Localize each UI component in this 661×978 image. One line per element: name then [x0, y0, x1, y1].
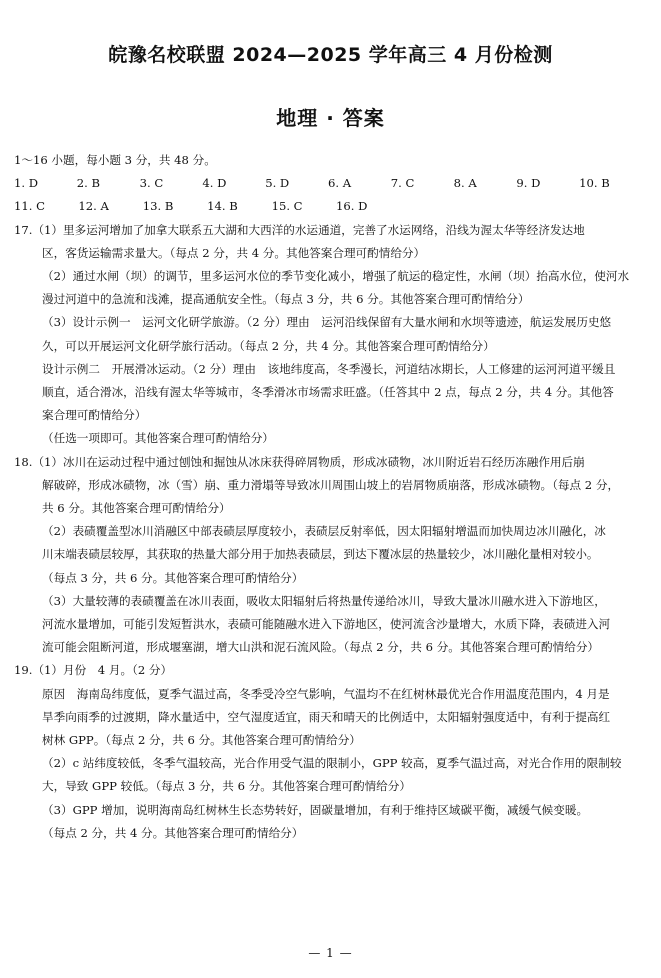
answer-item: 2. B [76, 176, 101, 191]
q18-line: （2）表碛覆盖型冰川消融区中部表碛层厚度较小，表碛层反射率低，因太阳辐射增温而加快周边冰川融化，冰 [42, 524, 606, 539]
q17-line: （任选一项即可。其他答案合理可酌情给分） [42, 431, 274, 446]
q18-line: 18.（1）冰川在运动过程中通过刨蚀和掘蚀从冰床获得碎屑物质，形成冰碛物，冰川附近岩石经历冻融作用后崩 [14, 454, 585, 469]
q18-line: 共 6 分。其他答案合理可酌情给分） [42, 501, 231, 516]
answer-row-2 [14, 195, 642, 218]
page-number: — 1 — [308, 946, 353, 960]
answer-item: 12. A [78, 199, 109, 214]
answer-item: 5. D [265, 176, 290, 191]
answer-item: 3. C [139, 176, 164, 191]
q17-line: 区，客货运输需求量大。（每点 2 分，共 4 分。其他答案合理可酌情给分） [42, 245, 426, 260]
q19-line: 原因 海南岛纬度低，夏季气温过高，冬季受冷空气影响，气温均不在红树林最优光合作用温度范围内，4 月是 [42, 686, 610, 701]
answer-item: 7. C [390, 176, 415, 191]
q17-line: 漫过河道中的急流和浅滩，提高通航安全性。（每点 3 分，共 6 分。其他答案合理可酌情给分） [42, 292, 530, 307]
answer-item: 10. B [579, 176, 610, 191]
page-subtitle: 地理 · 答案 [276, 106, 385, 130]
q18-line: 川末端表碛层较厚，其获取的热量大部分用于加热表碛层，到达下覆冰层的热量较少，冰川融化量相对较小。 [42, 547, 599, 562]
multiple-choice-intro: 1～16 小题，每小题 3 分，共 48 分。 [14, 153, 216, 167]
q19-line: （每点 2 分，共 4 分。其他答案合理可酌情给分） [42, 825, 304, 840]
q19-line: （3）GPP 增加，说明海南岛红树林生长态势转好，固碳量增加，有利于维持区域碳平衡，减缓气候变暖。 [42, 802, 589, 817]
q19-line: 树林 GPP。（每点 2 分，共 6 分。其他答案合理可酌情给分） [42, 733, 361, 748]
answer-item: 14. B [207, 199, 238, 214]
q17-line: 久，可以开展运河文化研学旅行活动。（每点 2 分，共 4 分。其他答案合理可酌情给分） [42, 338, 495, 353]
q18-line: 流可能会阻断河道，形成堰塞湖，增大山洪和泥石流风险。（每点 2 分，共 6 分。其他答案合理可酌情给分） [42, 640, 600, 655]
q17-line: （2）通过水闸（坝）的调节，里多运河水位的季节变化减小，增强了航运的稳定性，水闸（坝）抬高水位，使河水 [42, 269, 630, 284]
q18-line: （3）大量较薄的表碛覆盖在冰川表面，吸收太阳辐射后将热量传递给冰川，导致大量冰川融水进入下游地区， [42, 593, 606, 608]
q18-line: 解破碎，形成冰碛物，冰（雪）崩、重力滑塌等导致冰川周围山坡上的岩屑物质崩落，形成冰碛物。（每点 2 分， [42, 477, 620, 492]
answer-item: 8. A [453, 176, 477, 191]
answer-body [14, 149, 642, 845]
answer-item: 1. D [14, 176, 39, 191]
answer-item: 6. A [327, 176, 352, 191]
q18-line: 河流水量增加，可能引发短暂洪水，表碛可能随融水进入下游地区，使河流含沙量增大，水质下降，表碛进入河 [42, 617, 611, 632]
answer-row-1 [14, 172, 642, 195]
q17-line: 顺直，适合滑冰，沿线有渥太华等城市，冬季滑冰市场需求旺盛。（任答其中 2 点，每点 2 分，共 4 分。其他答 [42, 385, 614, 400]
q19-line: 旱季向雨季的过渡期，降水量适中，空气湿度适宜，雨天和晴天的比例适中，太阳辐射强度适中，有利于提高红 [42, 709, 611, 724]
answer-item: 4. D [202, 176, 227, 191]
q19-line: 19.（1）月份 4 月。（2 分） [14, 663, 173, 678]
answer-item: 11. C [14, 199, 45, 214]
q18-line: （每点 3 分，共 6 分。其他答案合理可酌情给分） [42, 570, 304, 585]
page-title: 皖豫名校联盟 2024—2025 学年高三 4 月份检测 [108, 44, 553, 66]
q17-line: 案合理可酌情给分） [42, 408, 147, 423]
answer-item: 15. C [271, 199, 303, 214]
q17-line: 17.（1）里多运河增加了加拿大联系五大湖和大西洋的水运通道，完善了水运网络，沿线为渥太华等经济发达地 [14, 222, 585, 237]
answer-item: 13. B [142, 199, 174, 214]
q19-line: （2）c 站纬度较低，冬季气温较高，光合作用受气温的限制小，GPP 较高，夏季气温过高，对光合作用的限制较 [42, 756, 622, 771]
answer-item: 9. D [516, 176, 541, 191]
answer-item: 16. D [335, 199, 368, 214]
q17-line: 设计示例二 开展滑冰运动。（2 分）理由 该地纬度高，冬季漫长，河道结冰期长，人工修建的运河河道平缓且 [42, 361, 616, 376]
q17-line: （3）设计示例一 运河文化研学旅游。（2 分）理由 运河沿线保留有大量水闸和水坝等遗迹，航运发展历史悠 [42, 315, 612, 330]
q19-line: 大，导致 GPP 较低。（每点 3 分，共 6 分。其他答案合理可酌情给分） [42, 779, 411, 794]
